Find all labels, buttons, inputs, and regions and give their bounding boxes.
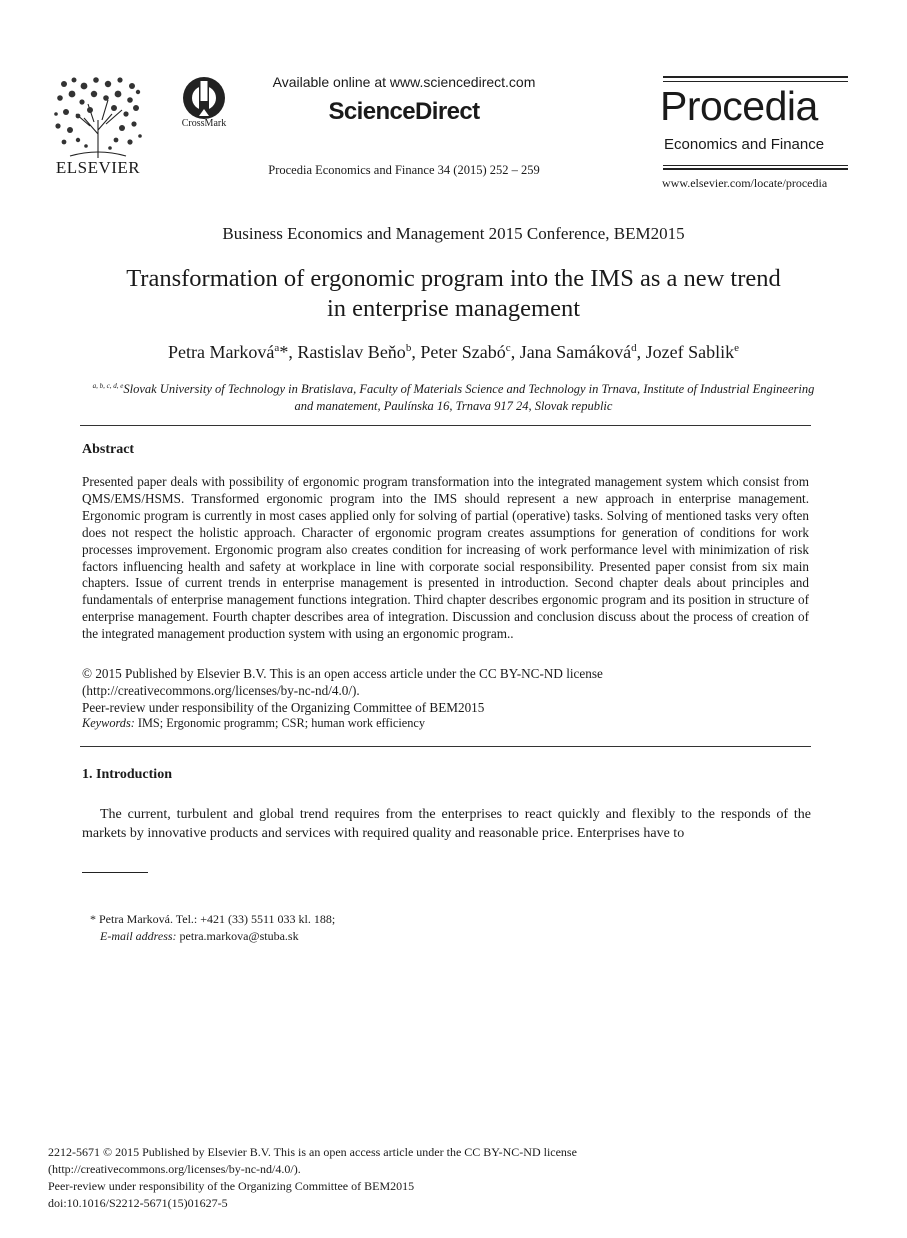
crossmark-label: CrossMark bbox=[181, 118, 227, 129]
author-name: Jana Samáková bbox=[519, 342, 632, 362]
procedia-bottom-rule-thin bbox=[663, 165, 848, 166]
author-name: Jozef Sablik bbox=[645, 342, 735, 362]
author-name: Petra Marková bbox=[167, 342, 275, 362]
email-address[interactable]: petra.markova@stuba.sk bbox=[176, 929, 299, 943]
peer-review-line: Peer-review under responsibility of the Organizing Committee of BEM2015 bbox=[82, 700, 485, 715]
author-name: Peter Szabó bbox=[420, 342, 506, 362]
paper-title bbox=[80, 264, 827, 324]
sciencedirect-wordmark: ScienceDirect bbox=[328, 98, 480, 125]
copyright-line: © 2015 Published by Elsevier B.V. This is an open access article under the CC BY-NC-ND license bbox=[82, 666, 603, 681]
keywords-list: IMS; Ergonomic programm; CSR; human work efficiency bbox=[134, 716, 426, 730]
abstract-top-rule bbox=[80, 425, 811, 426]
author-affil-sup: c bbox=[505, 342, 511, 354]
available-online-text[interactable]: Available online at www.sciencedirect.com bbox=[272, 74, 536, 90]
abstract-bottom-rule bbox=[80, 746, 811, 747]
procedia-subtitle: Economics and Finance bbox=[664, 136, 825, 153]
abstract-heading: Abstract bbox=[82, 442, 135, 457]
author-affil-sup: b bbox=[405, 342, 412, 354]
procedia-bottom-rule bbox=[663, 168, 848, 170]
procedia-url[interactable]: www.elsevier.com/locate/procedia bbox=[662, 176, 828, 190]
author-name: Rastislav Beňo bbox=[297, 342, 406, 362]
journal-reference: Procedia Economics and Finance 34 (2015) 252 – 259 bbox=[268, 163, 540, 177]
footnote-rule bbox=[82, 872, 148, 873]
affiliation bbox=[80, 378, 827, 415]
footer-issn-line: 2212-5671 © 2015 Published by Elsevier B.V. This is an open access article under the CC BY-NC-ND license bbox=[48, 1145, 577, 1159]
author-sep: , bbox=[636, 342, 646, 362]
procedia-wordmark: Procedia bbox=[660, 83, 818, 129]
footer-peer-review: Peer-review under responsibility of the Organizing Committee of BEM2015 bbox=[48, 1179, 415, 1193]
abstract-text: Presented paper deals with possibility of ergonomic program transformation into the integrated management system which consist from QMS/EMS/HSMS. Transformed ergonomic program into the IMS should represent a new approach in enterprise management. Ergonomic program is currently in most cases applied only for solving of partial (operative) tasks. Solving of mentioned tasks very often does not respect the holistic approach. Character of ergonomic program creates assumptions for generation of conditions for work processes improvement. Ergonomic program also creates condition for increasing of work performance level with minimization of risk factors influencing health and safety at workplace in line with corporate social responsibility. Presented paper consist from six main chapters. Issue of current trends in enterprise management is presented in introduction. Second chapter deals about principles and fundamentals of enterprise management functions integration. Third chapter describes ergonomic program and its position in structure of enterprise management. Fourth chapter describes area of integration. Discussion and conclusion discuss about the process of creation of the integrated management production system with using an ergonomic program.. bbox=[82, 474, 809, 642]
affiliation-line-1: Slovak University of Technology in Bratislava, Faculty of Materials Science and Technology in Trnava, Institute of Industrial Engineering bbox=[123, 382, 815, 396]
author-affil-sup: d bbox=[631, 342, 637, 354]
email-note bbox=[100, 929, 299, 944]
footer-license-link[interactable]: (http://creativecommons.org/licenses/by-nc-nd/4.0/). bbox=[48, 1162, 301, 1176]
affiliation-sup: a, b, c, d, e bbox=[92, 382, 124, 390]
paper-title-line-2: in enterprise management bbox=[326, 295, 581, 322]
author-sep: , bbox=[411, 342, 421, 362]
introduction-heading: 1. Introduction bbox=[82, 767, 172, 782]
author-sep: , bbox=[510, 342, 520, 362]
author-affil-sup: e bbox=[734, 342, 740, 354]
introduction-text: The current, turbulent and global trend requires from the enterprises to react quickly and flexibly to the responds of the markets by innovative products and services with required quality and reasonable price. Enterprises have to bbox=[82, 807, 811, 841]
conference-name: Business Economics and Management 2015 Conference, BEM2015 bbox=[222, 224, 685, 243]
keywords bbox=[82, 716, 425, 731]
author-sep: *, bbox=[279, 342, 298, 362]
procedia-top-rule bbox=[663, 76, 848, 78]
corresponding-author-note: * Petra Marková. Tel.: +421 (33) 5511 033 kl. 188; bbox=[90, 912, 336, 926]
email-label: E-mail address: bbox=[100, 929, 177, 943]
elsevier-wordmark: ELSEVIER bbox=[55, 158, 141, 177]
affiliation-line-2: and manatement, Paulínska 16, Trnava 917 24, Slovak republic bbox=[294, 399, 613, 413]
author-list bbox=[80, 342, 827, 363]
author-affil-sup: a bbox=[274, 342, 280, 354]
license-link[interactable]: (http://creativecommons.org/licenses/by-nc-nd/4.0/). bbox=[82, 683, 360, 698]
paper-title-line-1: Transformation of ergonomic program into the IMS as a new trend bbox=[126, 265, 781, 292]
keywords-label: Keywords: bbox=[82, 716, 135, 730]
footer-doi[interactable]: doi:10.1016/S2212-5671(15)01627-5 bbox=[48, 1196, 228, 1210]
